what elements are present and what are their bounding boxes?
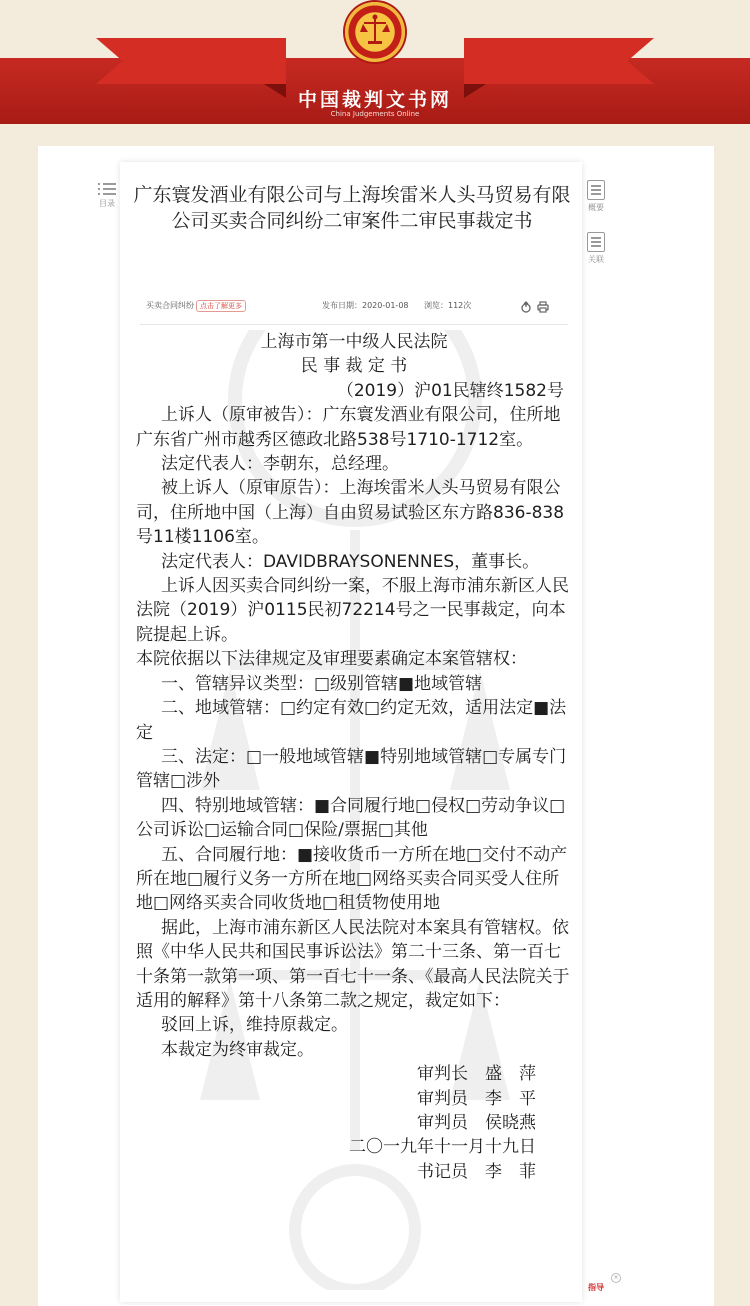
views-label: 浏览：: [424, 301, 448, 310]
jurisdiction-item: 五、合同履行地：■接收货币一方所在地□交付不动产所在地□履行义务一方所在地□网络买卖合同买受人住所地□网络买卖合同收货地□租赁物使用地: [136, 844, 568, 914]
list-icon: [98, 182, 116, 196]
close-icon[interactable]: ×: [611, 1273, 621, 1283]
meta-divider: [140, 324, 568, 325]
legal-basis: 本院依据以下法律规定及审理要素确定本案管辖权：: [136, 649, 527, 670]
jurisdiction-item: 三、法定：□一般地域管辖■特别地域管辖□专属专门管辖□涉外: [136, 746, 567, 792]
share-icon[interactable]: [520, 301, 532, 313]
jurisdiction-item: 二、地域管辖：□约定有效□约定无效，适用法定■法定: [136, 698, 567, 743]
toc-button[interactable]: [92, 182, 122, 209]
signature-line: 书记员 李 菲: [417, 1161, 536, 1182]
ruling-paragraph: 驳回上诉，维持原裁定。: [161, 1015, 348, 1036]
site-header: [0, 0, 750, 132]
print-icon[interactable]: [537, 301, 549, 313]
view-count: [424, 300, 471, 311]
ribbon-left: [96, 38, 286, 84]
final-paragraph: 本裁定为终审裁定。: [161, 1039, 314, 1060]
party-paragraph: 法定代表人：DAVIDBRAYSONENNES，董事长。: [161, 551, 540, 572]
court-name: 上海市第一中级人民法院: [260, 332, 448, 352]
reasoning-paragraph: 据此，上海市浦东新区人民法院对本案具有管辖权。依照《中华人民共和国民事诉讼法》第二十三条、第一百七十条第一款第一项、第一百七十一条、《最高人民法院关于适用的解释》第十八条第二款之规定，裁定如下：: [136, 917, 570, 1011]
document-type: 民 事 裁 定 书: [300, 356, 408, 377]
signature-line: 审判长 盛 萍: [417, 1064, 536, 1085]
signature-line: 审判员 李 平: [417, 1088, 536, 1109]
document-icon: [587, 180, 605, 200]
document-icon: [587, 232, 605, 252]
jurisdiction-item: 一、管辖异议类型：□级别管辖■地域管辖: [161, 673, 483, 694]
related-button[interactable]: [581, 232, 611, 265]
publish-date-value: 2020-01-08: [362, 301, 409, 310]
summary-button[interactable]: [581, 180, 611, 213]
site-subtitle: China Judgements Online: [330, 110, 420, 118]
guide-button[interactable]: 指导: [588, 1283, 604, 1292]
related-label: 关联: [588, 255, 604, 264]
publish-date: [322, 300, 412, 312]
signature-line: 审判员 侯晓燕: [417, 1113, 536, 1133]
case-type: [146, 300, 246, 312]
jurisdiction-item: 四、特别地域管辖：■合同履行地□侵权□劳动争议□公司诉讼□运输合同□保险/票据□其他: [136, 795, 566, 841]
ribbon-right: [464, 38, 654, 84]
views-value: 112次: [448, 301, 472, 310]
court-emblem-icon[interactable]: [345, 2, 405, 62]
case-number: （2019）沪01民辖终1582号: [336, 380, 564, 401]
document-title: 广东寰发酒业有限公司与上海埃雷米人头马贸易有限公司买卖合同纠纷二审案件二审民事裁定书: [133, 184, 571, 232]
publish-date-label: 发布日期：: [322, 301, 362, 310]
summary-label: 概要: [588, 203, 604, 212]
signature-date: 二〇一九年十一月十九日: [349, 1137, 536, 1158]
case-type-label: 买卖合同纠纷: [146, 301, 194, 310]
document-body: [136, 330, 572, 1184]
party-paragraph: 被上诉人（原审原告）：上海埃雷米人头马贸易有限公司，住所地中国（上海）自由贸易试验区东方路836-838号11楼1106室。: [136, 478, 565, 548]
toc-label: 目录: [99, 199, 115, 208]
party-paragraph: 上诉人因买卖合同纠纷一案，不服上海市浦东新区人民法院（2019）沪0115民初72214号之一民事裁定，向本院提起上诉。: [136, 576, 569, 645]
site-title[interactable]: 中国裁判文书网: [297, 89, 452, 111]
party-paragraph: 法定代表人：李朝东，总经理。: [161, 454, 399, 475]
party-paragraph: 上诉人（原审被告）：广东寰发酒业有限公司，住所地广东省广州市越秀区德政北路538号1710-1712室。: [136, 405, 561, 450]
learn-more-button[interactable]: 点击了解更多: [196, 300, 246, 312]
